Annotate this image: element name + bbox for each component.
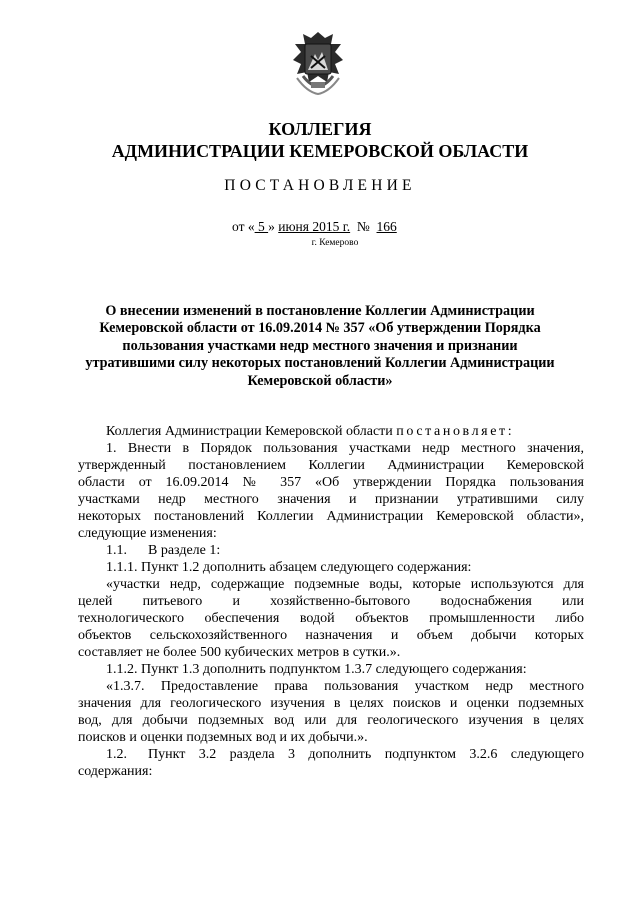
text-line: объектов сельскохозяйственного назначения и объем добычи которых: [78, 628, 584, 643]
section-1-2: [78, 746, 584, 780]
text-line: технологического обеспечения водой объектов промышленности либо: [78, 611, 584, 626]
title-line: утратившими силу некоторых постановлений Коллегии Администрации: [85, 355, 555, 372]
text-line: 1.1.2. Пункт 1.3 дополнить подпунктом 1.3.7 следующего содержания:: [106, 662, 527, 677]
text-line: содержания:: [78, 764, 153, 779]
section-number: 1.2.: [106, 747, 127, 762]
text-line: значения для геологического изучения в целях поисков и оценки подземных: [78, 696, 584, 711]
section-1-1: [78, 542, 584, 559]
text-line: «участки недр, содержащие подземные воды, которые используются для: [106, 577, 584, 592]
text-line: поисков и оценки подземных вод и их добычи.».: [78, 730, 368, 745]
text-line: следующие изменения:: [78, 526, 217, 541]
quote-1: [78, 576, 584, 661]
title-line: Кемеровской области от 16.09.2014 № 357 «Об утверждении Порядка: [99, 320, 541, 337]
date-day: 5: [254, 219, 269, 234]
text-line: «1.3.7. Предоставление права пользования участком недр местного: [106, 679, 584, 694]
intro-text: Коллегия Администрации Кемеровской области: [106, 424, 393, 439]
org-name-line2: АДМИНИСТРАЦИИ КЕМЕРОВСКОЙ ОБЛАСТИ: [111, 141, 529, 161]
title-line: О внесении изменений в постановление Коллегии Администрации: [105, 303, 535, 319]
text-line: утвержденный постановлением Коллегии Администрации Кемеровской: [78, 458, 584, 473]
org-name-line1: КОЛЛЕГИЯ: [268, 119, 372, 139]
text-line: составляет не более 500 кубических метров в сутки.».: [78, 645, 401, 660]
date-line: [232, 219, 397, 235]
section-1-1-2: [78, 661, 584, 678]
document-number: 166: [376, 219, 397, 234]
title-line: Кемеровской области»: [247, 372, 393, 389]
title-line: пользования участками недр местного значения и признании: [122, 337, 518, 354]
intro-resolves: постановляет:: [396, 424, 515, 439]
document-body: [78, 423, 584, 780]
text-line: вод, для добычи подземных вод или для геологического изучения в целях: [78, 713, 584, 728]
intro-paragraph: [78, 423, 584, 440]
paragraph-1: [78, 440, 584, 542]
section-text: Пункт 3.2 раздела 3 дополнить подпунктом 3.2.6 следующего: [148, 747, 584, 762]
text-line: участками недр местного значения и признании утратившими силу: [78, 492, 584, 507]
document-title: [70, 303, 570, 390]
city: г. Кемерово: [311, 238, 359, 248]
text-line: 1. Внести в Порядок пользования участками недр местного значения,: [106, 441, 584, 456]
section-number: 1.1.: [106, 543, 127, 558]
date-mid: »: [268, 219, 279, 234]
section-1-1-1: [78, 559, 584, 576]
text-line: целей питьевого и хозяйственно-бытового водоснабжения или: [78, 594, 584, 609]
text-line: некоторых постановлений Коллегии Администрации Кемеровской области»,: [78, 509, 584, 524]
text-line: 1.1.1. Пункт 1.2 дополнить абзацем следующего содержания:: [106, 560, 472, 575]
coat-of-arms-icon: [287, 30, 349, 100]
section-text: В разделе 1:: [148, 543, 221, 558]
document-type: ПОСТАНОВЛЕНИЕ: [224, 177, 416, 194]
quote-2: [78, 678, 584, 746]
text-line: области от 16.09.2014 № 357 «Об утверждении Порядка пользования: [78, 475, 584, 490]
number-sign: №: [356, 219, 370, 234]
date-month-year: июня 2015 г.: [278, 219, 351, 234]
date-prefix: от «: [232, 219, 255, 234]
